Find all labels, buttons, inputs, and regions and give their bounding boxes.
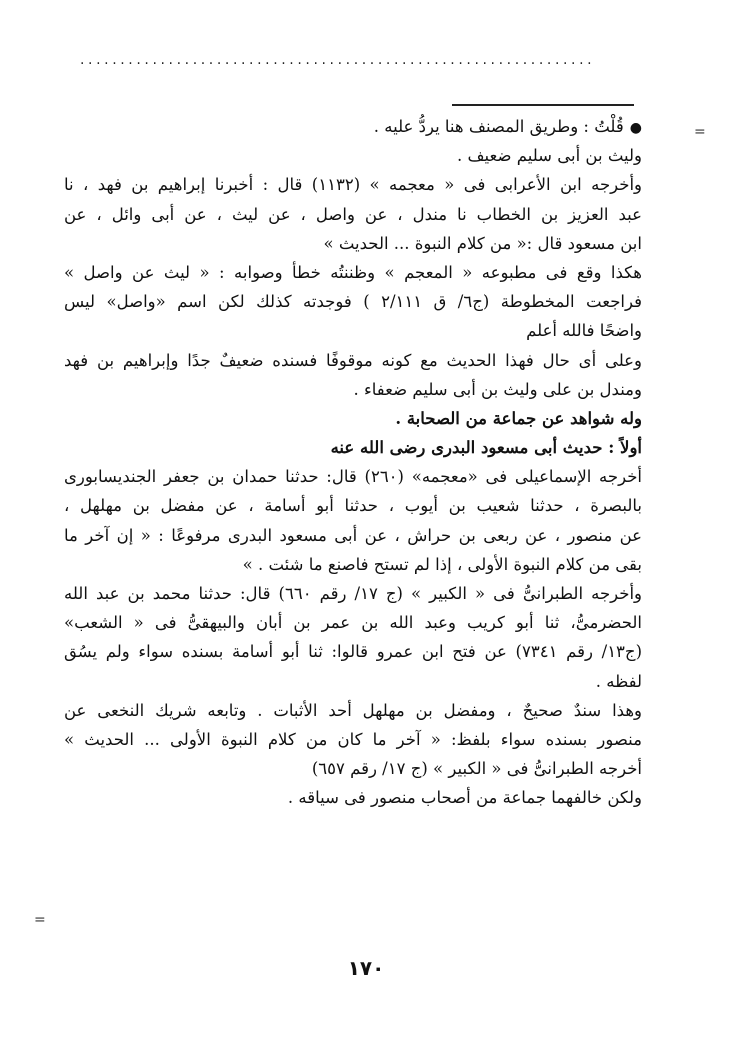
text-line: أخرجه الطبرانىُّ فى « الكبير » (ج ١٧/ رقم ٦٥٧) [311, 759, 642, 779]
text-line: ولكن خالفهما جماعة من أصحاب منصور فى سياقه . [287, 788, 642, 808]
text-line: واضحًا فالله أعلم [526, 321, 642, 341]
text-line: (ج١٣/ رقم ٧٣٤١) عن فتح ابن عمرو قالوا: ثنا أبو أسامة بسنده سواء ولم يسُق [64, 642, 642, 662]
text-line: عن منصور ، عن ربعى بن حراش ، عن أبى مسعود البدرى مرفوعًا : « إن آخر ما [64, 525, 642, 545]
page-number: ١٧٠ [347, 956, 385, 980]
text-line: ابن مسعود قال :« من كلام النبوة ... الحديث » [323, 233, 642, 253]
page-body [64, 112, 642, 813]
text-line: بقى من كلام النبوة الأولى ، إذا لم تستح فاصنع ما شئت . » [242, 554, 642, 574]
text-line: وليث بن أبى سليم ضعيف . [456, 146, 642, 166]
bullet-icon: ● [629, 120, 642, 136]
margin-mark-bottom: = [34, 912, 46, 928]
text-line [64, 112, 642, 141]
text-line: لفظه . [595, 671, 642, 691]
text-line: وعلى أى حال فهذا الحديث مع كونه موقوفًا فسنده ضعيفٌ جدًا وإبراهيم بن فهد [64, 350, 642, 370]
header-dotted-line: ................................................................ [80, 52, 596, 68]
text-line: وأخرجه ابن الأعرابى فى « معجمه » (١١٣٢) قال : أخبرنا إبراهيم بن فهد ، نا [64, 175, 642, 195]
text-line: عبد العزيز بن الخطاب نا مندل ، عن واصل ، عن ليث ، عن أبى وائل ، عن [64, 204, 642, 224]
text-line: منصور بسنده سواء بلفظ: « آخر ما كان من كلام النبوة الأولى ... الحديث » [64, 729, 642, 749]
text-line: فراجعت المخطوطة (ج٦/ ق ٢/١١١ ) فوجدته كذلك لكن اسم «واصل» ليس [64, 292, 642, 312]
text-line: ومندل بن على وليث بن أبى سليم ضعفاء . [353, 379, 642, 399]
text-line: أخرجه الإسماعيلى فى «معجمه» (٢٦٠) قال: حدثنا حمدان بن جعفر الجنديسابورى [64, 467, 642, 487]
text-line: وهذا سندٌ صحيحٌ ، ومفضل بن مهلهل أحد الأثبات . وتابعه شريك النخعى عن [64, 700, 642, 720]
text-line: بالبصرة ، حدثنا شعيب بن أيوب ، حدثنا أبو أسامة ، عن مفضل بن مهلهل ، [64, 496, 642, 516]
section-heading: وله شواهد عن جماعة من الصحابة . [395, 408, 642, 428]
text-line-content: قُلْتُ : وطريق المصنف هنا يردُّ عليه . [373, 117, 624, 136]
header-rule [452, 104, 634, 106]
text-line: الحضرمىُّ، ثنا أبو كريب وعبد الله بن عمر بن أبان والبيهقىُّ فى « الشعب» [64, 613, 642, 633]
subsection-heading: أولاً : حديث أبى مسعود البدرى رضى الله عنه [330, 438, 642, 458]
text-line: هكذا وقع فى مطبوعه « المعجم » وظننتُه خطأ وصوابه : « ليث عن واصل » [64, 262, 642, 282]
margin-mark-top: = [694, 124, 706, 140]
text-line: وأخرجه الطبرانىُّ فى « الكبير » (ج ١٧/ رقم ٦٦٠) قال: حدثنا محمد بن عبد الله [64, 584, 642, 603]
